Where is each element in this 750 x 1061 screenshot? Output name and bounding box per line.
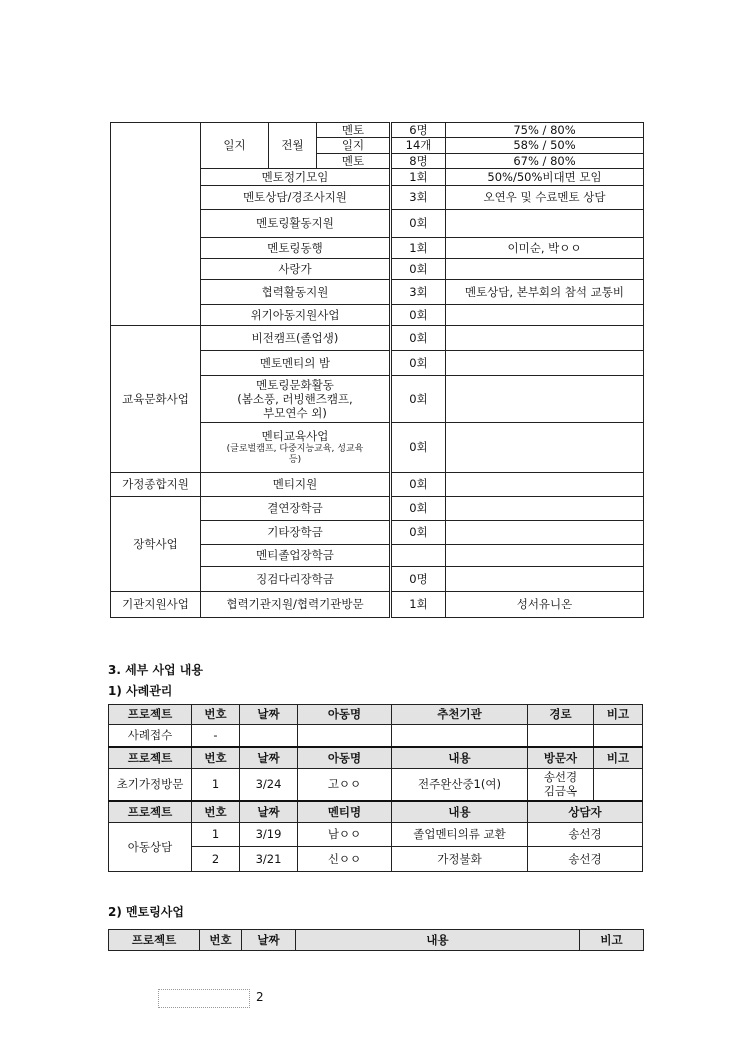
row-note: [446, 210, 644, 238]
header-cell: 내용: [392, 747, 528, 769]
row-note: [446, 423, 644, 473]
row-count: 1회: [391, 592, 446, 618]
row-count: 0회: [391, 497, 446, 521]
row-count: 0회: [391, 259, 446, 280]
header-cell: 프로젝트: [109, 930, 200, 951]
header-cell: 프로젝트: [109, 747, 192, 769]
row-label: 위기아동지원사업: [201, 305, 391, 326]
row-label: 멘토상담/경조사지원: [201, 186, 391, 210]
activity-table: [110, 122, 644, 618]
row-note: 이미순, 박ㅇㅇ: [446, 238, 644, 259]
row-count: 0명: [391, 567, 446, 592]
row-count: [391, 545, 446, 567]
header-cell: 내용: [392, 801, 528, 823]
table-cell: 아동상담: [109, 823, 192, 872]
label-line: 멘티교육사업: [261, 429, 329, 444]
table-cell: 3/21: [240, 847, 298, 872]
row-note: [446, 521, 644, 545]
header-cell: 날짜: [240, 801, 298, 823]
visitor-cell: [528, 769, 594, 801]
row-note: 58% / 50%: [446, 138, 644, 153]
row-label: 멘토멘티의 밤: [201, 351, 391, 376]
row-label: 멘티졸업장학금: [201, 545, 391, 567]
row-label: 협력활동지원: [201, 280, 391, 305]
header-cell: 날짜: [240, 705, 298, 725]
page-number: 2: [256, 990, 264, 1004]
org-category: 기관지원사업: [111, 592, 201, 618]
header-cell: 번호: [192, 705, 240, 725]
header-cell: 상담자: [528, 801, 643, 823]
row-label: 징검다리장학금: [201, 567, 391, 592]
table-cell: 1: [192, 823, 240, 847]
table-cell: [298, 725, 392, 747]
row-label: 결연장학금: [201, 497, 391, 521]
header-cell: 비고: [580, 930, 644, 951]
row-label: 멘티지원: [201, 473, 391, 497]
table-cell: [594, 725, 643, 747]
row-note: 오연우 및 수료멘토 상담: [446, 186, 644, 210]
table-cell: [240, 725, 298, 747]
row-note: [446, 259, 644, 280]
header-cell: 방문자: [528, 747, 594, 769]
ilji-cell: 일지: [201, 123, 269, 169]
table-cell: 초기가정방문: [109, 769, 192, 801]
table-cell: 사례접수: [109, 725, 192, 747]
row-note: [446, 567, 644, 592]
header-cell: 번호: [192, 747, 240, 769]
table-cell: 졸업멘티의류 교환: [392, 823, 528, 847]
edu-category: 교육문화사업: [111, 326, 201, 473]
row-count: 0회: [391, 210, 446, 238]
label-line: 등): [288, 454, 302, 465]
visitor-line: 김금옥: [543, 784, 578, 799]
header-cell: 번호: [192, 801, 240, 823]
row-count: 1회: [391, 169, 446, 186]
table-cell: 전주완산중1(여): [392, 769, 528, 801]
case-management-table: [108, 704, 643, 872]
table-cell: [392, 725, 528, 747]
row-count: 3회: [391, 186, 446, 210]
row-count: 0회: [391, 305, 446, 326]
row-count: 14개: [391, 138, 446, 153]
row-count: 1회: [391, 238, 446, 259]
row-label: 멘토정기모임: [201, 169, 391, 186]
row-label: [201, 423, 391, 473]
row-note: [446, 305, 644, 326]
label-line: 멘토링문화활동: [256, 377, 334, 392]
mentoring-table: [108, 929, 644, 951]
section-3-1-title: 1) 사례관리: [108, 684, 173, 698]
row-note: [446, 326, 644, 351]
row-label: 사랑가: [201, 259, 391, 280]
header-cell: 비고: [594, 705, 643, 725]
row-count: 6명: [391, 123, 446, 138]
category-cell-empty: [111, 123, 201, 326]
table-cell: 가정불화: [392, 847, 528, 872]
header-cell: 멘티명: [298, 801, 392, 823]
header-cell: 아동명: [298, 747, 392, 769]
table-cell: [594, 769, 643, 801]
row-note: [446, 545, 644, 567]
label-line: 부모연수 외): [263, 406, 327, 421]
header-cell: 내용: [296, 930, 580, 951]
section-3-2-title: 2) 멘토링사업: [108, 905, 184, 919]
row-label: 멘토링동행: [201, 238, 391, 259]
table-cell: 남ㅇㅇ: [298, 823, 392, 847]
row-note: 성서유니온: [446, 592, 644, 618]
header-cell: 아동명: [298, 705, 392, 725]
row-count: 0회: [391, 326, 446, 351]
header-cell: 추천기관: [392, 705, 528, 725]
table-cell: 송선경: [528, 847, 643, 872]
table-cell: 3/19: [240, 823, 298, 847]
row-count: 0회: [391, 423, 446, 473]
row-count: 0회: [391, 521, 446, 545]
jeonwol-cell: 전월: [269, 123, 317, 169]
row-label: [201, 376, 391, 423]
scholar-category: 장학사업: [111, 497, 201, 592]
row-note: 멘토상담, 본부회의 참석 교통비: [446, 280, 644, 305]
page-number-box: [158, 989, 250, 1008]
header-cell: 프로젝트: [109, 801, 192, 823]
row-label: 일지: [317, 138, 391, 153]
row-label: 기타장학금: [201, 521, 391, 545]
row-note: [446, 497, 644, 521]
table-cell: 1: [192, 769, 240, 801]
header-cell: 경로: [528, 705, 594, 725]
table-cell: 고ㅇㅇ: [298, 769, 392, 801]
row-note: [446, 473, 644, 497]
row-label: 비전캠프(졸업생): [201, 326, 391, 351]
row-count: 0회: [391, 351, 446, 376]
table-cell: [528, 725, 594, 747]
header-cell: 번호: [200, 930, 242, 951]
section-3-title: 3. 세부 사업 내용: [108, 663, 203, 677]
row-count: 0회: [391, 376, 446, 423]
row-note: 50%/50%비대면 모임: [446, 169, 644, 186]
header-cell: 비고: [594, 747, 643, 769]
header-cell: 프로젝트: [109, 705, 192, 725]
row-count: 3회: [391, 280, 446, 305]
visitor-line: 송선경: [543, 769, 578, 784]
label-line: (봄소풍, 러빙핸즈캠프,: [237, 391, 353, 406]
row-note: 75% / 80%: [446, 123, 644, 138]
row-count: 0회: [391, 473, 446, 497]
row-label: 협력기관지원/협력기관방문: [201, 592, 391, 618]
row-label: 멘토: [317, 153, 391, 168]
label-line: (글로벌캠프, 다중지능교육, 성교육: [226, 443, 364, 454]
table-cell: -: [192, 725, 240, 747]
row-note: [446, 351, 644, 376]
table-cell: 송선경: [528, 823, 643, 847]
family-category: 가정종합지원: [111, 473, 201, 497]
row-label: 멘토: [317, 123, 391, 138]
row-note: [446, 376, 644, 423]
header-cell: 날짜: [242, 930, 296, 951]
table-cell: 3/24: [240, 769, 298, 801]
row-count: 8명: [391, 153, 446, 168]
row-note: 67% / 80%: [446, 153, 644, 168]
header-cell: 날짜: [240, 747, 298, 769]
row-label: 멘토링활동지원: [201, 210, 391, 238]
table-cell: 신ㅇㅇ: [298, 847, 392, 872]
table-cell: 2: [192, 847, 240, 872]
